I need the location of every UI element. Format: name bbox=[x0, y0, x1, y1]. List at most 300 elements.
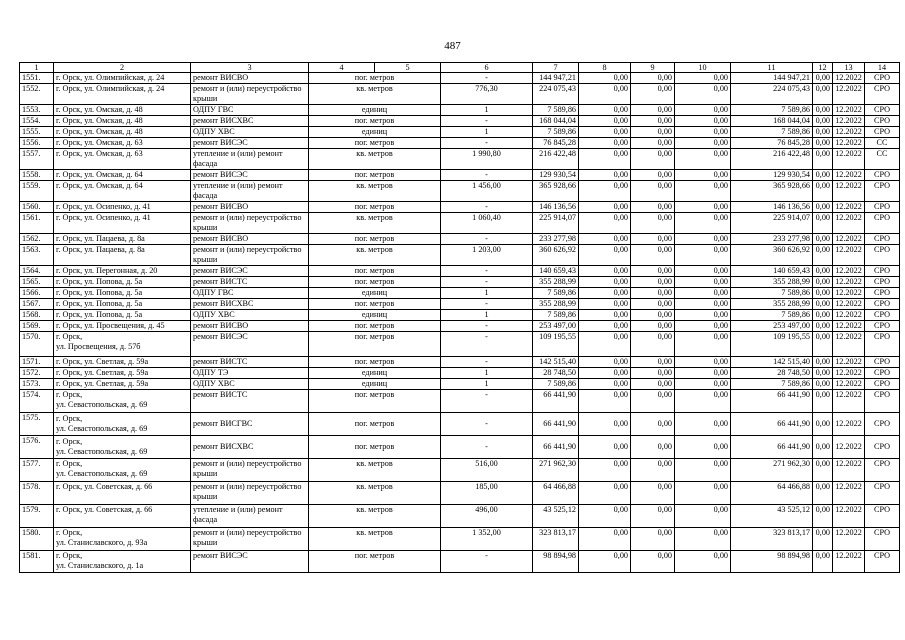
table-row bbox=[20, 436, 900, 459]
contractor: СРО bbox=[865, 299, 900, 310]
row-number: 1559. bbox=[20, 181, 54, 202]
col-10: 0,00 bbox=[675, 321, 731, 332]
contractor: СРО bbox=[865, 181, 900, 202]
total-cost: 109 195,55 bbox=[533, 332, 579, 357]
quantity: 1 990,80 bbox=[441, 149, 533, 170]
quantity: - bbox=[441, 202, 533, 213]
col-11: 66 441,90 bbox=[731, 413, 813, 436]
contractor: СРО bbox=[865, 116, 900, 127]
quantity: 1 bbox=[441, 310, 533, 321]
address: г. Орск, ул. Омская, д. 64 bbox=[54, 181, 191, 202]
unit: кв. метров bbox=[309, 213, 441, 234]
col-11: 76 845,28 bbox=[731, 138, 813, 149]
unit: пог. метров bbox=[309, 299, 441, 310]
row-number: 1577. bbox=[20, 459, 54, 482]
col-12: 0,00 bbox=[813, 528, 833, 551]
work-type: ремонт ВИСЭС bbox=[191, 551, 309, 573]
quantity: - bbox=[441, 116, 533, 127]
col-11: 144 947,21 bbox=[731, 73, 813, 84]
col-12: 0,00 bbox=[813, 181, 833, 202]
total-cost: 98 894,98 bbox=[533, 551, 579, 573]
deadline: 12.2022 bbox=[833, 310, 865, 321]
table-row bbox=[20, 138, 900, 149]
contractor: СРО bbox=[865, 288, 900, 299]
deadline: 12.2022 bbox=[833, 138, 865, 149]
quantity: 1 bbox=[441, 127, 533, 138]
row-number: 1563. bbox=[20, 245, 54, 266]
unit: кв. метров bbox=[309, 84, 441, 105]
work-type: ОДПУ ГВС bbox=[191, 288, 309, 299]
table-row bbox=[20, 310, 900, 321]
col-10: 0,00 bbox=[675, 379, 731, 390]
address: г. Орск, ул. Просвещения, д. 45 bbox=[54, 321, 191, 332]
deadline: 12.2022 bbox=[833, 73, 865, 84]
row-number: 1570. bbox=[20, 332, 54, 357]
address: г. Орск, ул. Пацаева, д. 8а bbox=[54, 234, 191, 245]
deadline: 12.2022 bbox=[833, 245, 865, 266]
work-type: ремонт и (или) переустройство крыши bbox=[191, 84, 309, 105]
header-cell: 13 bbox=[833, 63, 865, 73]
col-8: 0,00 bbox=[579, 181, 631, 202]
contractor: СРО bbox=[865, 202, 900, 213]
table-row bbox=[20, 390, 900, 413]
quantity: - bbox=[441, 390, 533, 413]
col-9: 0,00 bbox=[631, 357, 675, 368]
col-10: 0,00 bbox=[675, 482, 731, 505]
quantity: 1 bbox=[441, 288, 533, 299]
unit: пог. метров bbox=[309, 170, 441, 181]
total-cost: 144 947,21 bbox=[533, 73, 579, 84]
col-10: 0,00 bbox=[675, 266, 731, 277]
col-8: 0,00 bbox=[579, 266, 631, 277]
header-cell: 11 bbox=[731, 63, 813, 73]
address: г. Орск, ул. Омская, д. 48 bbox=[54, 116, 191, 127]
col-12: 0,00 bbox=[813, 390, 833, 413]
col-12: 0,00 bbox=[813, 551, 833, 573]
col-8: 0,00 bbox=[579, 116, 631, 127]
col-12: 0,00 bbox=[813, 234, 833, 245]
address: г. Орск, ул. Осипенко, д. 41 bbox=[54, 202, 191, 213]
table-row bbox=[20, 288, 900, 299]
unit: пог. метров bbox=[309, 138, 441, 149]
address: г. Орск, ул. Советская, д. 66 bbox=[54, 505, 191, 528]
col-10: 0,00 bbox=[675, 368, 731, 379]
row-number: 1572. bbox=[20, 368, 54, 379]
contractor: СРО bbox=[865, 277, 900, 288]
quantity: - bbox=[441, 277, 533, 288]
unit: пог. метров bbox=[309, 202, 441, 213]
header-cell: 3 bbox=[191, 63, 309, 73]
contractor: СРО bbox=[865, 436, 900, 459]
row-number: 1581. bbox=[20, 551, 54, 573]
quantity: 1 456,00 bbox=[441, 181, 533, 202]
contractor: СРО bbox=[865, 245, 900, 266]
header-cell: 2 bbox=[54, 63, 191, 73]
contractor: СРО bbox=[865, 310, 900, 321]
col-12: 0,00 bbox=[813, 357, 833, 368]
deadline: 12.2022 bbox=[833, 332, 865, 357]
col-8: 0,00 bbox=[579, 84, 631, 105]
col-12: 0,00 bbox=[813, 288, 833, 299]
unit: кв. метров bbox=[309, 528, 441, 551]
deadline: 12.2022 bbox=[833, 528, 865, 551]
row-number: 1553. bbox=[20, 105, 54, 116]
contractor: СРО bbox=[865, 482, 900, 505]
table-row bbox=[20, 277, 900, 288]
col-10: 0,00 bbox=[675, 213, 731, 234]
work-type: утепление и (или) ремонт фасада bbox=[191, 149, 309, 170]
col-10: 0,00 bbox=[675, 127, 731, 138]
unit: единиц bbox=[309, 105, 441, 116]
header-cell: 9 bbox=[631, 63, 675, 73]
col-10: 0,00 bbox=[675, 390, 731, 413]
col-10: 0,00 bbox=[675, 459, 731, 482]
col-12: 0,00 bbox=[813, 332, 833, 357]
col-10: 0,00 bbox=[675, 149, 731, 170]
work-type: ремонт и (или) переустройство крыши bbox=[191, 245, 309, 266]
col-9: 0,00 bbox=[631, 459, 675, 482]
table-row bbox=[20, 379, 900, 390]
table-row bbox=[20, 551, 900, 573]
quantity: - bbox=[441, 321, 533, 332]
table-row bbox=[20, 234, 900, 245]
deadline: 12.2022 bbox=[833, 84, 865, 105]
col-9: 0,00 bbox=[631, 505, 675, 528]
col-11: 7 589,86 bbox=[731, 288, 813, 299]
col-9: 0,00 bbox=[631, 116, 675, 127]
deadline: 12.2022 bbox=[833, 436, 865, 459]
unit: пог. метров bbox=[309, 551, 441, 573]
unit: кв. метров bbox=[309, 181, 441, 202]
deadline: 12.2022 bbox=[833, 105, 865, 116]
total-cost: 76 845,28 bbox=[533, 138, 579, 149]
col-10: 0,00 bbox=[675, 551, 731, 573]
work-type: ремонт и (или) переустройство крыши bbox=[191, 482, 309, 505]
table-row bbox=[20, 505, 900, 528]
contractor: СРО bbox=[865, 459, 900, 482]
contractor: СРО bbox=[865, 234, 900, 245]
col-11: 7 589,86 bbox=[731, 105, 813, 116]
col-8: 0,00 bbox=[579, 234, 631, 245]
repair-registry-table bbox=[19, 62, 900, 573]
total-cost: 7 589,86 bbox=[533, 105, 579, 116]
col-10: 0,00 bbox=[675, 170, 731, 181]
deadline: 12.2022 bbox=[833, 170, 865, 181]
col-8: 0,00 bbox=[579, 138, 631, 149]
page-number: 487 bbox=[444, 40, 461, 52]
col-12: 0,00 bbox=[813, 170, 833, 181]
contractor: СРО bbox=[865, 528, 900, 551]
col-10: 0,00 bbox=[675, 181, 731, 202]
contractor: СС bbox=[865, 138, 900, 149]
col-11: 355 288,99 bbox=[731, 277, 813, 288]
address: г. Орск, ул. Севастопольская, д. 69 bbox=[54, 459, 191, 482]
row-number: 1552. bbox=[20, 84, 54, 105]
work-type: ремонт ВИСВО bbox=[191, 234, 309, 245]
col-8: 0,00 bbox=[579, 73, 631, 84]
header-cell: 12 bbox=[813, 63, 833, 73]
col-9: 0,00 bbox=[631, 390, 675, 413]
row-number: 1556. bbox=[20, 138, 54, 149]
col-9: 0,00 bbox=[631, 234, 675, 245]
quantity: 1 bbox=[441, 379, 533, 390]
unit: кв. метров bbox=[309, 459, 441, 482]
col-9: 0,00 bbox=[631, 213, 675, 234]
address: г. Орск, ул. Светлая, д. 59а bbox=[54, 379, 191, 390]
deadline: 12.2022 bbox=[833, 551, 865, 573]
address: г. Орск, ул. Перегонная, д. 20 bbox=[54, 266, 191, 277]
col-8: 0,00 bbox=[579, 368, 631, 379]
table-row bbox=[20, 149, 900, 170]
work-type: ремонт ВИСХВС bbox=[191, 436, 309, 459]
row-number: 1565. bbox=[20, 277, 54, 288]
quantity: - bbox=[441, 73, 533, 84]
col-9: 0,00 bbox=[631, 332, 675, 357]
total-cost: 323 813,17 bbox=[533, 528, 579, 551]
work-type: ОДПУ ГВС bbox=[191, 105, 309, 116]
col-12: 0,00 bbox=[813, 73, 833, 84]
work-type: ремонт ВИСЭС bbox=[191, 266, 309, 277]
col-11: 271 962,30 bbox=[731, 459, 813, 482]
col-8: 0,00 bbox=[579, 105, 631, 116]
deadline: 12.2022 bbox=[833, 459, 865, 482]
table-row bbox=[20, 413, 900, 436]
col-10: 0,00 bbox=[675, 277, 731, 288]
quantity: - bbox=[441, 170, 533, 181]
col-11: 66 441,90 bbox=[731, 436, 813, 459]
work-type: ремонт ВИСВО bbox=[191, 202, 309, 213]
col-12: 0,00 bbox=[813, 368, 833, 379]
deadline: 12.2022 bbox=[833, 368, 865, 379]
col-9: 0,00 bbox=[631, 413, 675, 436]
work-type: ремонт ВИСХВС bbox=[191, 299, 309, 310]
row-number: 1561. bbox=[20, 213, 54, 234]
col-10: 0,00 bbox=[675, 84, 731, 105]
col-9: 0,00 bbox=[631, 368, 675, 379]
col-11: 233 277,98 bbox=[731, 234, 813, 245]
col-10: 0,00 bbox=[675, 116, 731, 127]
table-row bbox=[20, 332, 900, 357]
col-12: 0,00 bbox=[813, 321, 833, 332]
col-12: 0,00 bbox=[813, 436, 833, 459]
deadline: 12.2022 bbox=[833, 149, 865, 170]
contractor: СРО bbox=[865, 213, 900, 234]
col-9: 0,00 bbox=[631, 105, 675, 116]
col-10: 0,00 bbox=[675, 505, 731, 528]
contractor: СРО bbox=[865, 379, 900, 390]
header-cell: 4 bbox=[309, 63, 375, 73]
table-row bbox=[20, 202, 900, 213]
col-8: 0,00 bbox=[579, 149, 631, 170]
deadline: 12.2022 bbox=[833, 379, 865, 390]
col-8: 0,00 bbox=[579, 482, 631, 505]
contractor: СРО bbox=[865, 505, 900, 528]
deadline: 12.2022 bbox=[833, 357, 865, 368]
table-row bbox=[20, 368, 900, 379]
col-10: 0,00 bbox=[675, 105, 731, 116]
deadline: 12.2022 bbox=[833, 266, 865, 277]
col-9: 0,00 bbox=[631, 127, 675, 138]
quantity: - bbox=[441, 299, 533, 310]
row-number: 1575. bbox=[20, 413, 54, 436]
col-12: 0,00 bbox=[813, 277, 833, 288]
total-cost: 365 928,66 bbox=[533, 181, 579, 202]
unit: единиц bbox=[309, 288, 441, 299]
total-cost: 43 525,12 bbox=[533, 505, 579, 528]
col-9: 0,00 bbox=[631, 551, 675, 573]
row-number: 1566. bbox=[20, 288, 54, 299]
work-type: ОДПУ ХВС bbox=[191, 310, 309, 321]
total-cost: 7 589,86 bbox=[533, 379, 579, 390]
table-row bbox=[20, 528, 900, 551]
table-row bbox=[20, 170, 900, 181]
unit: пог. метров bbox=[309, 390, 441, 413]
header-cell: 1 bbox=[20, 63, 54, 73]
col-11: 66 441,90 bbox=[731, 390, 813, 413]
address: г. Орск, ул. Светлая, д. 59а bbox=[54, 357, 191, 368]
col-11: 7 589,86 bbox=[731, 310, 813, 321]
unit: пог. метров bbox=[309, 436, 441, 459]
header-cell: 14 bbox=[865, 63, 900, 73]
col-8: 0,00 bbox=[579, 413, 631, 436]
deadline: 12.2022 bbox=[833, 234, 865, 245]
quantity: - bbox=[441, 332, 533, 357]
col-12: 0,00 bbox=[813, 310, 833, 321]
unit: единиц bbox=[309, 127, 441, 138]
total-cost: 253 497,00 bbox=[533, 321, 579, 332]
deadline: 12.2022 bbox=[833, 482, 865, 505]
address: г. Орск, ул. Попова, д. 5а bbox=[54, 310, 191, 321]
col-11: 7 589,86 bbox=[731, 127, 813, 138]
quantity: 1 203,00 bbox=[441, 245, 533, 266]
work-type: ремонт и (или) переустройство крыши bbox=[191, 528, 309, 551]
quantity: 1 bbox=[441, 105, 533, 116]
row-number: 1574. bbox=[20, 390, 54, 413]
address: г. Орск, ул. Олимпийская, д. 24 bbox=[54, 84, 191, 105]
work-type: ОДПУ ХВС bbox=[191, 127, 309, 138]
deadline: 12.2022 bbox=[833, 277, 865, 288]
col-12: 0,00 bbox=[813, 105, 833, 116]
contractor: СРО bbox=[865, 73, 900, 84]
table-row bbox=[20, 127, 900, 138]
work-type: ремонт ВИСХВС bbox=[191, 116, 309, 127]
address: г. Орск, ул. Попова, д. 5а bbox=[54, 288, 191, 299]
address: г. Орск, ул. Омская, д. 48 bbox=[54, 127, 191, 138]
total-cost: 142 515,40 bbox=[533, 357, 579, 368]
table-row bbox=[20, 299, 900, 310]
row-number: 1569. bbox=[20, 321, 54, 332]
table-row bbox=[20, 245, 900, 266]
contractor: СРО bbox=[865, 357, 900, 368]
col-12: 0,00 bbox=[813, 84, 833, 105]
total-cost: 28 748,50 bbox=[533, 368, 579, 379]
contractor: СРО bbox=[865, 105, 900, 116]
work-type: ремонт ВИСЭС bbox=[191, 138, 309, 149]
unit: кв. метров bbox=[309, 149, 441, 170]
col-9: 0,00 bbox=[631, 202, 675, 213]
col-11: 224 075,43 bbox=[731, 84, 813, 105]
col-12: 0,00 bbox=[813, 299, 833, 310]
work-type: ремонт ВИСВО bbox=[191, 73, 309, 84]
contractor: СРО bbox=[865, 127, 900, 138]
address: г. Орск, ул. Олимпийская, д. 24 bbox=[54, 73, 191, 84]
total-cost: 233 277,98 bbox=[533, 234, 579, 245]
address: г. Орск, ул. Омская, д. 64 bbox=[54, 170, 191, 181]
unit: пог. метров bbox=[309, 321, 441, 332]
contractor: СРО bbox=[865, 368, 900, 379]
col-8: 0,00 bbox=[579, 505, 631, 528]
header-cell: 6 bbox=[441, 63, 533, 73]
col-11: 365 928,66 bbox=[731, 181, 813, 202]
address: г. Орск, ул. Просвещения, д. 57б bbox=[54, 332, 191, 357]
row-number: 1578. bbox=[20, 482, 54, 505]
total-cost: 146 136,56 bbox=[533, 202, 579, 213]
table-row bbox=[20, 482, 900, 505]
deadline: 12.2022 bbox=[833, 116, 865, 127]
unit: пог. метров bbox=[309, 413, 441, 436]
deadline: 12.2022 bbox=[833, 288, 865, 299]
table-row bbox=[20, 84, 900, 105]
col-12: 0,00 bbox=[813, 459, 833, 482]
col-11: 98 894,98 bbox=[731, 551, 813, 573]
total-cost: 224 075,43 bbox=[533, 84, 579, 105]
work-type: утепление и (или) ремонт фасада bbox=[191, 505, 309, 528]
total-cost: 7 589,86 bbox=[533, 288, 579, 299]
contractor: СС bbox=[865, 149, 900, 170]
col-9: 0,00 bbox=[631, 149, 675, 170]
total-cost: 66 441,90 bbox=[533, 390, 579, 413]
col-11: 140 659,43 bbox=[731, 266, 813, 277]
col-9: 0,00 bbox=[631, 245, 675, 266]
work-type: ремонт и (или) переустройство крыши bbox=[191, 213, 309, 234]
work-type: ремонт ВИСЭС bbox=[191, 332, 309, 357]
deadline: 12.2022 bbox=[833, 202, 865, 213]
address: г. Орск, ул. Омская, д. 63 bbox=[54, 149, 191, 170]
contractor: СРО bbox=[865, 413, 900, 436]
header-cell: 5 bbox=[375, 63, 441, 73]
col-9: 0,00 bbox=[631, 84, 675, 105]
unit: единиц bbox=[309, 379, 441, 390]
unit: пог. метров bbox=[309, 357, 441, 368]
col-10: 0,00 bbox=[675, 332, 731, 357]
total-cost: 216 422,48 bbox=[533, 149, 579, 170]
col-10: 0,00 bbox=[675, 357, 731, 368]
deadline: 12.2022 bbox=[833, 181, 865, 202]
unit: пог. метров bbox=[309, 234, 441, 245]
col-11: 253 497,00 bbox=[731, 321, 813, 332]
row-number: 1555. bbox=[20, 127, 54, 138]
col-12: 0,00 bbox=[813, 116, 833, 127]
col-10: 0,00 bbox=[675, 73, 731, 84]
row-number: 1571. bbox=[20, 357, 54, 368]
address: г. Орск, ул. Станиславского, д. 1а bbox=[54, 551, 191, 573]
col-8: 0,00 bbox=[579, 213, 631, 234]
col-9: 0,00 bbox=[631, 482, 675, 505]
row-number: 1576. bbox=[20, 436, 54, 459]
col-10: 0,00 bbox=[675, 436, 731, 459]
col-11: 323 813,17 bbox=[731, 528, 813, 551]
contractor: СРО bbox=[865, 321, 900, 332]
header-cell: 7 bbox=[533, 63, 579, 73]
col-9: 0,00 bbox=[631, 310, 675, 321]
address: г. Орск, ул. Станиславского, д. 93а bbox=[54, 528, 191, 551]
col-9: 0,00 bbox=[631, 170, 675, 181]
deadline: 12.2022 bbox=[833, 127, 865, 138]
col-8: 0,00 bbox=[579, 436, 631, 459]
contractor: СРО bbox=[865, 551, 900, 573]
quantity: 185,00 bbox=[441, 482, 533, 505]
work-type: ОДПУ ХВС bbox=[191, 379, 309, 390]
